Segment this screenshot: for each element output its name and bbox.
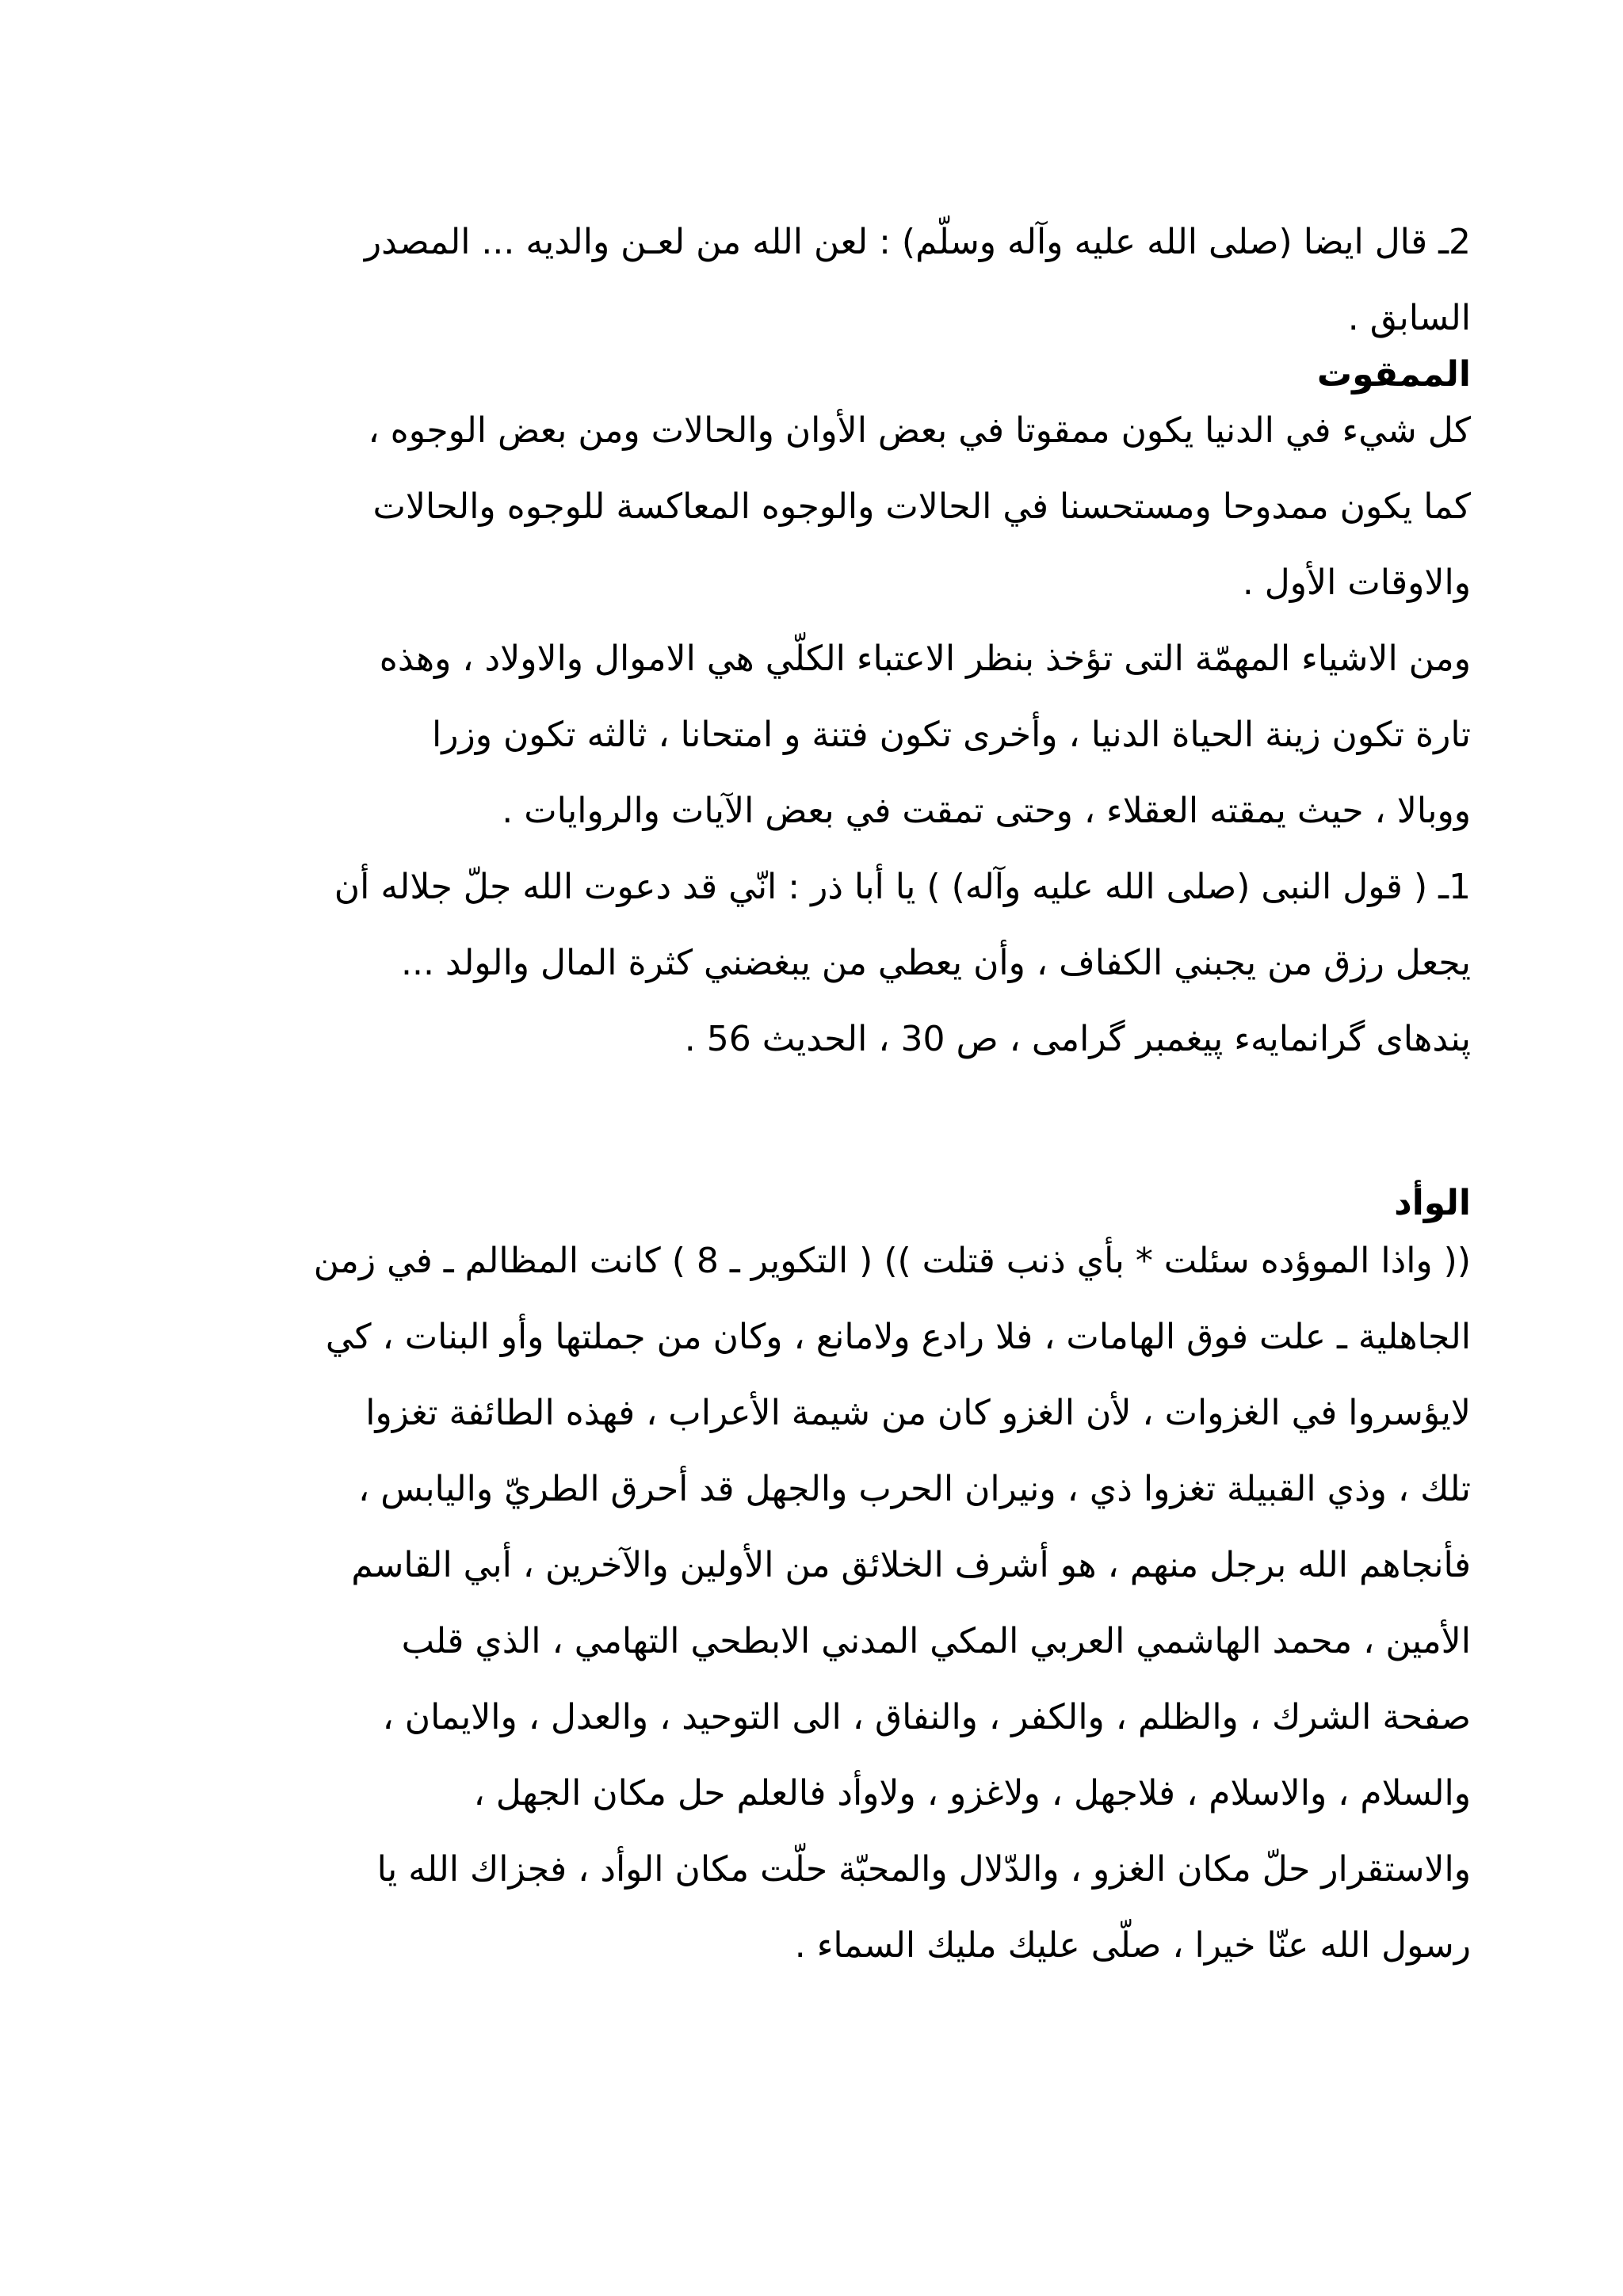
text-line: 2ـ قال ايضا (صلى الله عليه وآله وسلّم) : لعن الله من لعـن والديه ... المصدر — [364, 222, 1471, 262]
text-line: والاستقرار حلّ مكان الغزو ، والدّلال والمحبّة حلّت مكان الوأد ، فجزاك الله يا — [376, 1849, 1471, 1890]
text-line: 1ـ ( قول النبى (صلى الله عليه وآله) ) يا أبا ذر : انّي قد دعوت الله جلّ جلاله أن — [334, 867, 1471, 907]
text-line: الأمين ، محمد الهاشمي العربي المكي المدني الابطحي التهامي ، الذي قلب — [401, 1621, 1471, 1661]
text-line: فأنجاهم الله برجل منهم ، هو أشرف الخلائق من الأولين والآخرين ، أبي القاسم — [351, 1545, 1471, 1585]
text-line: والسلام ، والاسلام ، فلاجهل ، ولاغزو ، ولاوأد فالعلم حل مكان الجهل ، — [473, 1773, 1471, 1814]
text-line: لايؤسروا في الغزوات ، لأن الغزو كان من شيمة الأعراب ، فهذه الطائفة تغزوا — [365, 1393, 1471, 1433]
text-line: يجعل رزق من يجبني الكفاف ، وأن يعطي من يبغضني كثرة المال والولد ... — [400, 943, 1471, 983]
text-line: رسول الله عنّا خيرا ، صلّى عليك مليك السماء . — [794, 1925, 1471, 1966]
text-line: السابق . — [1347, 298, 1471, 338]
text-line: كما يكون ممدوحا ومستحسنا في الحالات والوجوه المعاكسة للوجوه والحالات — [372, 486, 1471, 527]
text-line: والاوقات الأول . — [1242, 563, 1471, 603]
section-heading: الممقوت — [1316, 354, 1471, 395]
text-line: صفحة الشرك ، والظلم ، والكفر ، والنفاق ، الى التوحيد ، والعدل ، والايمان ، — [382, 1697, 1471, 1737]
section-waad — [155, 1179, 1471, 1984]
section-gap — [155, 1077, 1471, 1179]
text-line: ووبالا ، حيث يمقته العقلاء ، وحتى تمقت في بعض الآيات والروايات . — [502, 791, 1471, 831]
section-heading: الوأد — [1394, 1183, 1471, 1223]
section-mamqut — [155, 350, 1471, 1077]
text-line: تارة تكون زينة الحياة الدنيا ، وأخرى تكون فتنة و امتحانا ، ثالثه تكون وزرا — [432, 715, 1471, 755]
text-line: ومن الاشياء المهمّة التى تؤخذ بنظر الاعتباء الكلّي هي الاموال والاولاد ، وهذه — [379, 639, 1471, 679]
text-line: تلك ، وذي القبيلة تغزوا ذي ، ونيران الحرب والجهل قد أحرق الطريّ واليابس ، — [358, 1469, 1471, 1509]
text-line: (( واذا الموؤده سئلت * بأي ذنب قتلت )) ( التكوير ـ 8 ) كانت المظالم ـ في زمن — [313, 1241, 1471, 1281]
text-line: كل شيء في الدنيا يكون ممقوتا في بعض الأوان والحالات ومن بعض الوجوه ، — [368, 410, 1471, 451]
text-line: پندهای گرانمايهء پيغمبر گرامى ، ص 30 ، الحديث 56 . — [684, 1019, 1471, 1059]
section-parents-curse — [155, 204, 1471, 357]
document-page — [155, 204, 1471, 1984]
text-line: الجاهلية ـ علت فوق الهامات ، فلا رادع ولامانع ، وكان من جملتها وأو البنات ، كي — [325, 1317, 1471, 1357]
